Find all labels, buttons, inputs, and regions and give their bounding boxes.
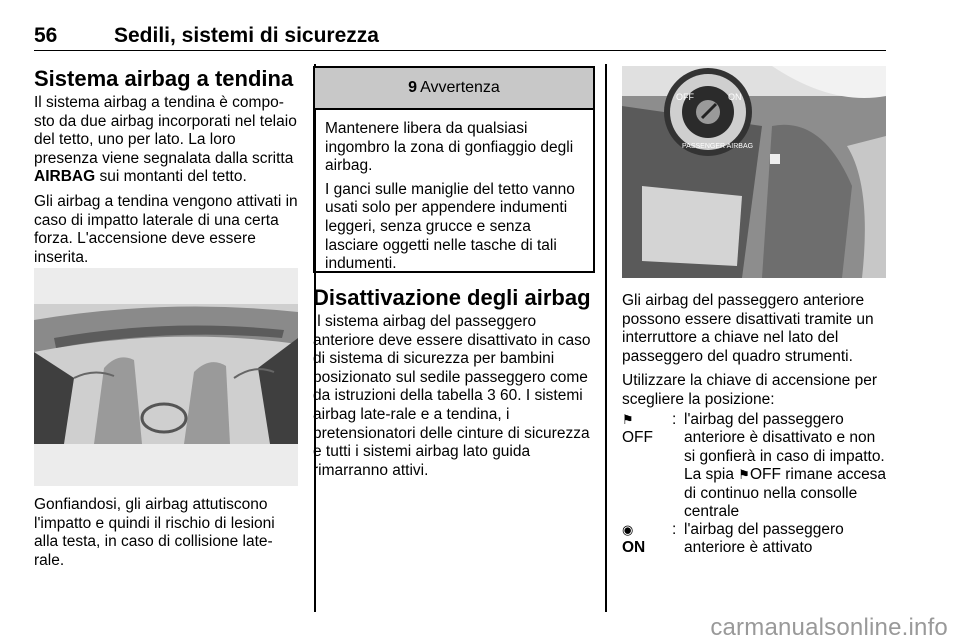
warning-triangle-icon: 9 <box>408 79 418 96</box>
photo-passenger-airbag-label: PASSENGER AIRBAG <box>682 143 754 150</box>
middle-column <box>313 285 591 486</box>
page-reference-icon: 3 <box>487 387 496 405</box>
switch-positions-list <box>622 411 888 560</box>
curtain-airbag-illustration <box>34 268 298 486</box>
paragraph: I ganci sulle maniglie del tetto vanno usati solo per appendere indumenti leggeri, senza grucce e senza lasciare oggetti nelle tasche di tali indumenti. <box>325 180 575 273</box>
airbag-off-icon: ⚑ <box>738 467 750 483</box>
page-number: 56 <box>34 24 58 47</box>
paragraph: Utilizzare la chiave di accensione per scegliere la posizione: <box>622 372 878 408</box>
key-switch-photo <box>622 66 886 278</box>
footer-watermark: carmanualsonline.info <box>710 614 948 641</box>
car-interior-image <box>34 268 298 486</box>
dashboard-image <box>622 66 886 278</box>
photo-off-label: OFF <box>676 92 694 102</box>
definition-off: ⚑ OFF : l'airbag del passeggero anteriore è disattivato e non si gonfierà in caso di impatto. La spia ⚑OFF rimane accesa di continuo nella consolle centrale <box>622 411 887 521</box>
right-column <box>622 292 890 416</box>
warning-title: Avvertenza <box>420 79 500 96</box>
definition-on: ◉ ON : l'airbag del passeggero anteriore è attivato <box>622 521 844 557</box>
airbag-off-icon: ⚑ <box>622 412 634 427</box>
header-title: Sedili, sistemi di sicurezza <box>114 24 379 47</box>
warning-header <box>315 68 593 110</box>
paragraph: Il sistema airbag a tendina è compo-sto da due airbag incorporati nel telaio del tetto, uno per lato. La loro presenza viene segnalata dalla scritta AIRBAG sui montanti del tetto. <box>34 94 297 186</box>
paragraph: Mantenere libera da qualsiasi ingombro la zona di gonfiaggio degli airbag. <box>325 120 574 175</box>
left-column <box>34 66 300 273</box>
column-divider <box>605 64 607 612</box>
photo-on-label: ON <box>728 92 742 102</box>
section-heading: Sistema airbag a tendina <box>34 66 294 91</box>
warning-box <box>313 66 595 273</box>
definition-term: OFF <box>622 429 653 447</box>
paragraph: Gonfiandosi, gli airbag attutiscono l'impatto e quindi il rischio di lesioni alla testa, in caso di collisione late-rale. <box>34 496 275 569</box>
paragraph: Gli airbag a tendina vengono attivati in caso di impatto laterale di una certa forza. L'accensione deve essere inserita. <box>34 192 298 266</box>
definition-term: ON <box>622 539 646 557</box>
paragraph: Il sistema airbag del passeggero anteriore deve essere disattivato in caso di sistema di sicurezza per bambini posizionato sul sedile passeggero come da istruzioni della tabella 3 60. I sistemi airbag late-rale e a tendina, i pretensionatori delle cinture di sicurezza e tutti i sistemi airbag lato guida rimarranno attivi. <box>313 313 591 479</box>
paragraph: Gli airbag del passeggero anteriore possono essere disattivati tramite un interruttore a chiave nel lato del passeggero del quadro strumenti. <box>622 292 874 365</box>
page-header <box>34 24 886 51</box>
illustration-caption <box>34 496 300 576</box>
section-heading: Disattivazione degli airbag <box>313 285 591 310</box>
warning-body <box>315 110 593 274</box>
airbag-on-icon: ◉ <box>622 522 634 537</box>
